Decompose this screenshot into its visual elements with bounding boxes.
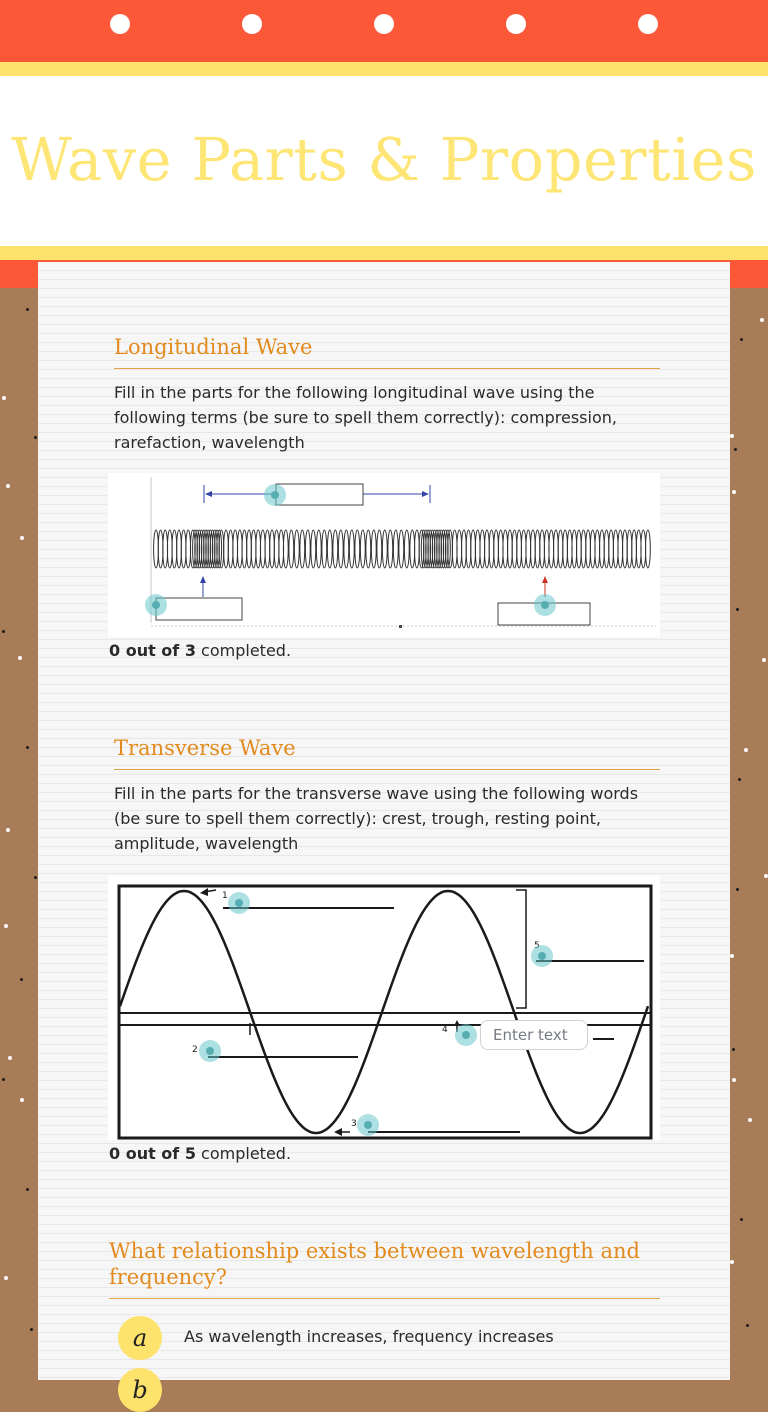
progress-count: 0 out of 3 [109, 641, 196, 660]
spring-coil [377, 530, 382, 568]
spring-coil [167, 530, 172, 568]
spring-coil [344, 530, 349, 568]
spring-coil [641, 530, 646, 568]
transverse-wave-svg [108, 876, 660, 1140]
spring-coil [535, 530, 540, 568]
spring-coil [581, 530, 586, 568]
spring-coil [498, 530, 503, 568]
spring-coil [349, 530, 354, 568]
spring-coil [260, 530, 265, 568]
spring-coil [274, 530, 279, 568]
progress-suffix: completed. [195, 641, 292, 660]
label-number-1: 1 [222, 891, 228, 901]
spring-coil [242, 530, 247, 568]
spring-coil [480, 530, 485, 568]
spring-coil [366, 530, 371, 568]
spring-coil [452, 530, 457, 568]
label-number-4: 4 [442, 1025, 448, 1035]
spring-coil [311, 530, 316, 568]
page-title: Wave Parts & Properties [11, 125, 757, 194]
spring-coil [526, 530, 531, 568]
spring-coil [251, 530, 256, 568]
spring-coil [613, 530, 618, 568]
spring-coil [224, 530, 229, 568]
question-title: What relationship exists between wavelength and frequency? [109, 1238, 660, 1299]
spring-coil [554, 530, 559, 568]
instructions-longitudinal: Fill in the parts for the following longitudinal wave using the following terms (be sure to spell them correctly): compression, rarefaction, wavelength [114, 383, 617, 452]
spring-coil [646, 530, 651, 568]
spring-coil [544, 530, 549, 568]
label-hotspot-crest[interactable] [228, 892, 250, 914]
spring-coil [508, 530, 513, 568]
spring-coil [327, 530, 332, 568]
spring-coil [485, 530, 490, 568]
spring-coil [540, 530, 545, 568]
spring-coil [399, 530, 404, 568]
spring-coil [360, 530, 365, 568]
choice-b-letter[interactable]: b [118, 1368, 162, 1412]
spring-coil [563, 530, 568, 568]
spring-coil [233, 530, 238, 568]
spring-coil [289, 530, 294, 568]
transverse-wave-diagram [108, 876, 660, 1140]
choice-a-letter[interactable]: a [118, 1316, 162, 1360]
header-stripe [0, 246, 768, 260]
section-title-transverse: Transverse Wave [114, 735, 660, 770]
spring-coil [294, 530, 299, 568]
spring-coil [228, 530, 233, 568]
spring-coil [489, 530, 494, 568]
spring-coil [410, 530, 415, 568]
spring-coil [316, 530, 321, 568]
label-number-2: 2 [192, 1045, 198, 1055]
label-hotspot-right[interactable] [534, 594, 556, 616]
spring-coil [471, 530, 476, 568]
spring-coil [355, 530, 360, 568]
spring-coil [521, 530, 526, 568]
spring-coil [600, 530, 605, 568]
label-hotspot-trough[interactable] [357, 1114, 379, 1136]
instructions-transverse: Fill in the parts for the transverse wave using the following words (be sure to spell them correctly): crest, trough, resting point, amplitude, wavelength [114, 784, 639, 853]
spring-coil [512, 530, 517, 568]
spring-coil [283, 530, 288, 568]
progress-transverse [109, 1144, 291, 1163]
spring-coil [595, 530, 600, 568]
spring-coil [627, 530, 632, 568]
spring-coil [531, 530, 536, 568]
spring-coil [322, 530, 327, 568]
label-hotspot-amplitude[interactable] [531, 945, 553, 967]
top-banner [0, 0, 768, 62]
spring-coil [181, 530, 186, 568]
label-text-input[interactable]: Enter text [480, 1020, 588, 1050]
spring-coil [415, 530, 420, 568]
spring-coil [279, 530, 284, 568]
spring-coil [590, 530, 595, 568]
spring-coil [154, 530, 159, 568]
spring-coil [163, 530, 168, 568]
binder-hole [374, 14, 394, 34]
progress-suffix: completed. [195, 1144, 292, 1163]
spring-coil [604, 530, 609, 568]
spring-coil [503, 530, 508, 568]
spring-coil [609, 530, 614, 568]
binder-hole [242, 14, 262, 34]
choice-a-text[interactable]: As wavelength increases, frequency increases [184, 1327, 554, 1346]
spring-coil [333, 530, 338, 568]
spring-coil [382, 530, 387, 568]
spring-coil [572, 530, 577, 568]
spring-coil [632, 530, 637, 568]
spring-coil [586, 530, 591, 568]
spring-coil [158, 530, 163, 568]
spring-coil [577, 530, 582, 568]
spring-coil [457, 530, 462, 568]
spring-coil [172, 530, 177, 568]
longitudinal-wave-svg [108, 473, 660, 637]
spring-coil [475, 530, 480, 568]
spring-coil [247, 530, 252, 568]
binder-hole [638, 14, 658, 34]
spring-coil [623, 530, 628, 568]
spring-coil [517, 530, 522, 568]
spring-coil [177, 530, 182, 568]
spring-coil [466, 530, 471, 568]
header-stripe [0, 62, 768, 76]
spring-coil [404, 530, 409, 568]
spring-coils [154, 530, 651, 568]
spring-coil [300, 530, 305, 568]
spring-coil [256, 530, 261, 568]
progress-count: 0 out of 5 [109, 1144, 196, 1163]
spring-coil [567, 530, 572, 568]
label-hotspot-wavelength[interactable] [264, 484, 286, 506]
spring-coil [388, 530, 393, 568]
spring-coil [549, 530, 554, 568]
spring-coil [237, 530, 242, 568]
spring-coil [305, 530, 310, 568]
section-title-longitudinal: Longitudinal Wave [114, 334, 660, 369]
spring-coil [636, 530, 641, 568]
spring-coil [186, 530, 191, 568]
spring-coil [265, 530, 270, 568]
label-hotspot-2[interactable] [199, 1040, 221, 1062]
spring-coil [371, 530, 376, 568]
label-hotspot-left[interactable] [145, 594, 167, 616]
binder-hole [506, 14, 526, 34]
spring-coil [618, 530, 623, 568]
spring-coil [393, 530, 398, 568]
spring-coil [270, 530, 275, 568]
longitudinal-wave-diagram [108, 473, 660, 637]
spring-coil [558, 530, 563, 568]
label-number-3: 3 [351, 1119, 357, 1129]
binder-hole [110, 14, 130, 34]
label-hotspot-resting-point[interactable] [455, 1024, 477, 1046]
spring-coil [338, 530, 343, 568]
spring-coil [462, 530, 467, 568]
spring-coil [494, 530, 499, 568]
progress-longitudinal [109, 641, 291, 660]
